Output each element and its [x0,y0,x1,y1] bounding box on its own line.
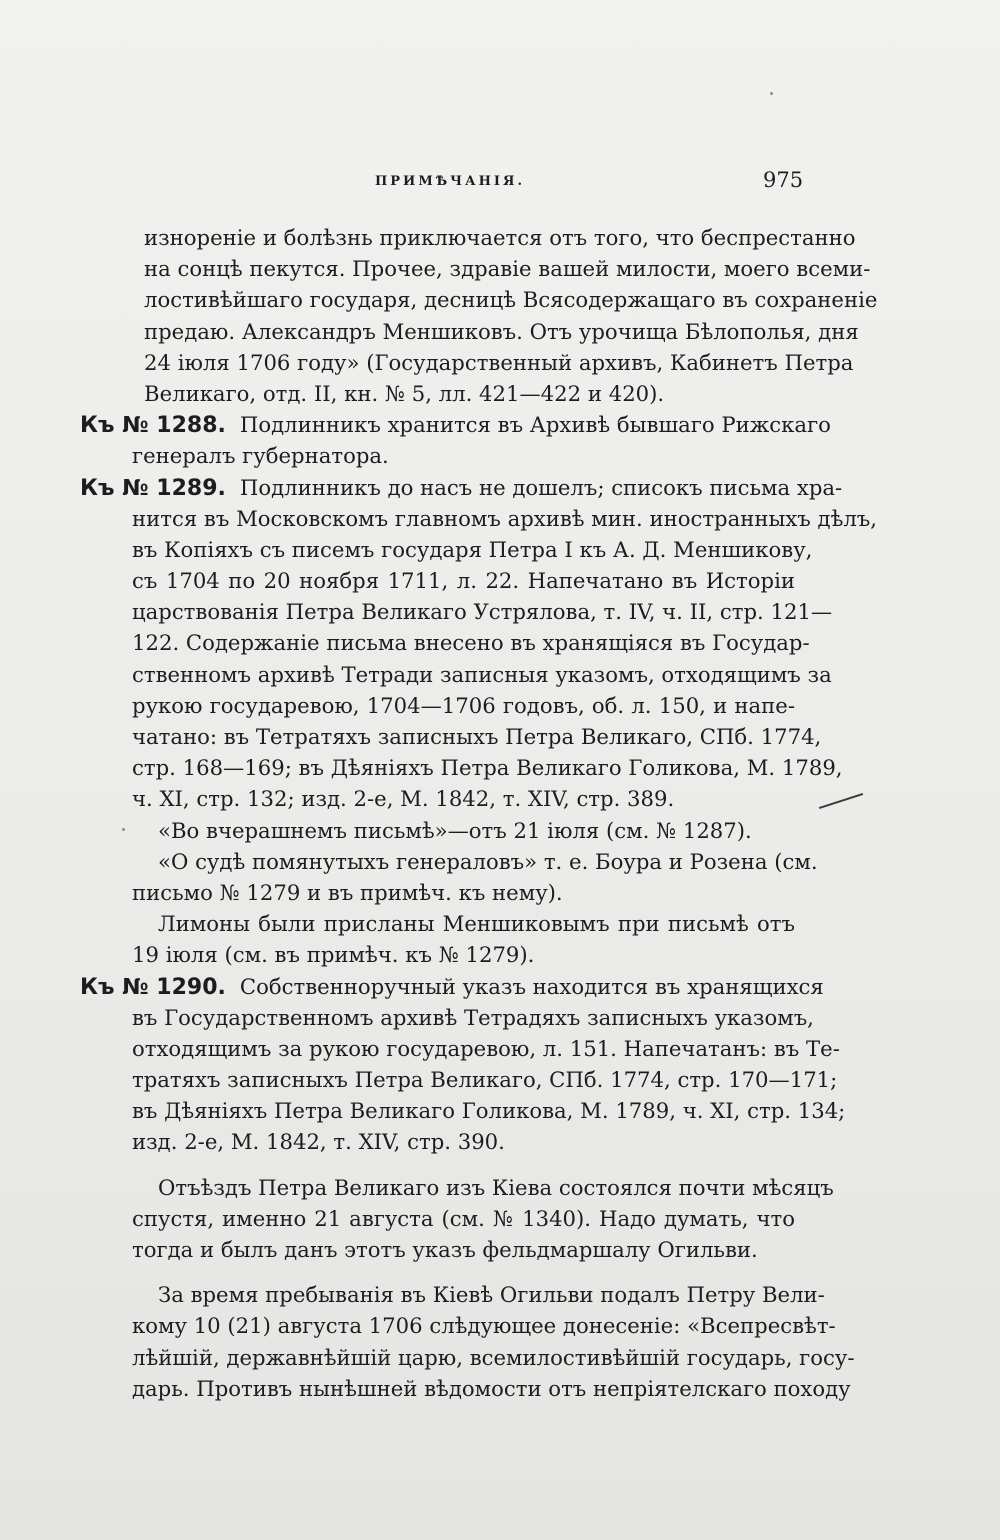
line-text: лѣйшій, державнѣйшій царю, всемилостивѣйшій государь, госу- [132,1344,855,1370]
line-text: Лимоны были присланы Меншиковымъ при письмѣ отъ [158,911,795,937]
text-line [80,503,878,534]
text-line [80,1172,834,1203]
line-text: изнореніе и болѣзнь приключается отъ того, что беспрестанно [144,225,856,250]
line-text: ч. XI, стр. 132; изд. 2-е, М. 1842, т. XIV, стр. 389. [132,786,675,812]
note-reference: Къ № 1289. [80,475,226,501]
line-text: дарь. Противъ нынѣшней вѣдомости отъ непріятелскаго походу [132,1375,851,1401]
text-line [80,409,831,440]
text-line [80,222,856,253]
line-text: лостивѣйшаго государя, десницѣ Всясодержащаго въ сохраненіе [144,287,878,313]
text-line [80,971,824,1002]
line-text: кому 10 (21) августа 1706 слѣдующее донесеніе: «Всепресвѣт- [132,1313,836,1339]
line-text: спустя, именно 21 августа (см. № 1340). Надо думать, что [132,1205,795,1231]
note-reference: Къ № 1290. [80,974,226,1000]
line-text: 19 іюля (см. въ примѣч. къ № 1279). [132,942,535,968]
text-line [80,627,810,658]
line-text: нится въ Московскомъ главномъ архивѣ мин. иностранныхъ дѣлъ, [132,505,878,531]
line-text: Подлинникъ хранится въ Архивѣ бывшаго Рижскаго [239,412,831,438]
line-text: предаю. Александръ Меншиковъ. Отъ урочища Бѣлополья, дня [144,318,859,344]
text-line [80,752,843,783]
text-line [80,659,832,690]
line-text: Собственноручный указъ находится въ хранящихся [239,973,824,999]
note-reference: Къ № 1288. [80,413,226,439]
text-line [80,565,795,596]
line-text: 122. Содержаніе письма внесено въ хранящіяся въ Государ- [132,630,810,656]
line-text: рукою государевою, 1704—1706 годовъ, об. л. 150, и напе- [132,692,795,718]
line-text: стр. 168—169; въ Дѣяніяхъ Петра Великаго Голикова, М. 1789, [132,755,843,781]
text-line [80,316,859,347]
text-line [80,1310,836,1341]
text-line [80,378,795,409]
text-line [80,1203,795,1234]
paragraph-gap [80,1158,795,1172]
line-text: За время пребыванія въ Кіевѣ Огильви подалъ Петру Вели- [158,1282,825,1308]
text-line [80,596,833,627]
line-text: въ Дѣяніяхъ Петра Великаго Голикова, М. 1789, ч. XI, стр. 134; [132,1098,846,1124]
body-text [80,222,878,1404]
text-line [80,440,795,471]
line-text: Отъѣздъ Петра Великаго изъ Кіева состоялся почти мѣсяцъ [158,1174,834,1200]
line-text: изд. 2-е, М. 1842, т. XIV, стр. 390. [132,1129,505,1155]
text-line [80,877,795,908]
line-text: тогда и былъ данъ этотъ указъ фельдмаршалу Огильви. [132,1237,758,1262]
running-head [0,166,1000,196]
line-text: письмо № 1279 и въ примѣч. къ нему). [132,879,563,905]
text-line [80,939,795,970]
text-line [80,908,795,939]
margin-pen-mark [819,793,863,809]
text-line [80,1342,855,1373]
line-text: царствованія Петра Великаго Устрялова, т. IV, ч. II, стр. 121— [132,599,833,625]
paragraph-gap [80,1265,795,1279]
text-line [80,690,795,721]
line-text: 24 іюля 1706 году» (Государственный архивъ, Кабинетъ Петра [144,349,854,375]
line-text: тратяхъ записныхъ Петра Великаго, СПб. 1774, стр. 170—171; [132,1067,838,1093]
text-line [80,284,878,315]
text-line [80,347,854,378]
line-text: «Во вчерашнемъ письмѣ»—отъ 21 іюля (см. № 1287). [158,817,752,843]
running-title: ПРИМѢЧАНІЯ. [375,174,525,189]
line-text: Подлинникъ до насъ не дошелъ; списокъ письма хра- [239,474,843,500]
text-line [80,815,795,846]
paper-speck [122,828,125,831]
text-line [80,1064,838,1095]
paper-speck [770,92,773,95]
line-text: въ Копіяхъ съ писемъ государя Петра I къ А. Д. Меншикову, [132,536,813,562]
text-line [80,1033,840,1064]
page-number: 975 [763,168,804,192]
text-line [80,721,822,752]
text-line [80,846,818,877]
line-text: отходящимъ за рукою государевою, л. 151. Напечатанъ: въ Те- [132,1035,840,1061]
line-text: чатано: въ Тетратяхъ записныхъ Петра Великаго, СПб. 1774, [132,724,822,749]
text-line [80,783,795,814]
text-line [80,1234,795,1265]
text-line [80,1095,846,1126]
line-text: въ Государственномъ архивѣ Тетрадяхъ записныхъ указомъ, [132,1004,814,1030]
text-line [80,253,871,284]
text-line [80,472,843,503]
text-line [80,1126,795,1157]
line-text: «О судѣ помянутыхъ генераловъ» т. е. Боура и Розена (см. [158,848,818,874]
text-line [80,1373,851,1404]
line-text: Великаго, отд. II, кн. № 5, лл. 421—422 и 420). [144,380,665,406]
text-line [80,534,813,565]
line-text: генералъ губернатора. [132,443,389,469]
text-line [80,1279,825,1310]
line-text: ственномъ архивѣ Тетради записныя указомъ, отходящимъ за [132,661,832,687]
line-text: съ 1704 по 20 ноября 1711, л. 22. Напечатано въ Исторіи [132,568,795,594]
text-line [80,1002,814,1033]
line-text: на сонцѣ пекутся. Прочее, здравіе вашей милости, моего всеми- [144,256,871,282]
